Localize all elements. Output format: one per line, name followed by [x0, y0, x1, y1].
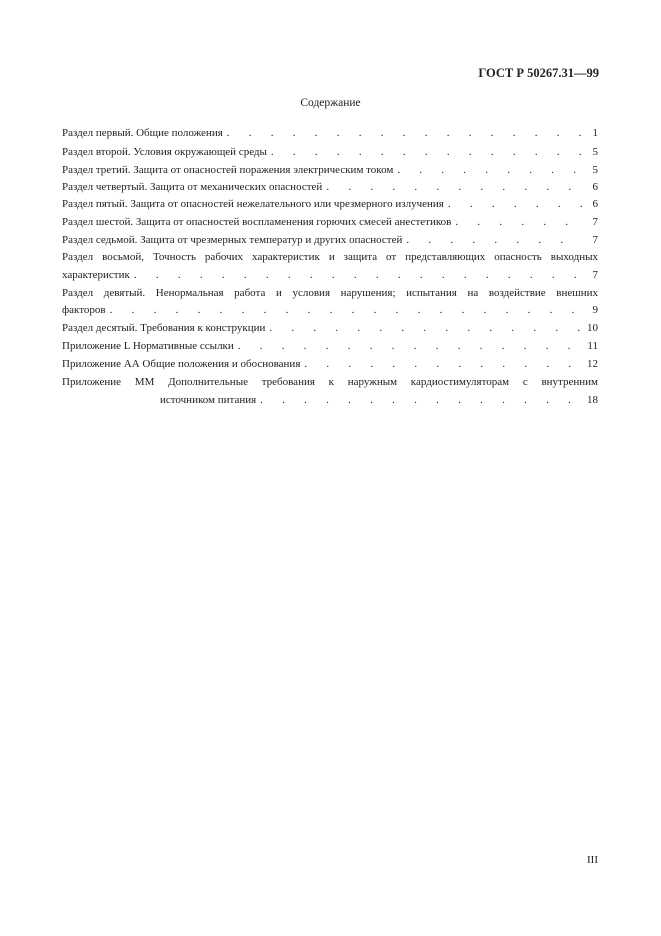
- toc-entry[interactable]: [62, 358, 598, 370]
- page-number: III: [587, 854, 598, 866]
- toc-entry-page: 12: [587, 358, 598, 370]
- toc-entry[interactable]: [62, 304, 598, 316]
- toc-entry[interactable]: [62, 216, 598, 228]
- toc-entry-title: Раздел четвертый. Защита от механических опасностей: [62, 181, 323, 193]
- toc-entry-page: 1: [592, 127, 598, 139]
- toc-entry-title: Раздел шестой. Защита от опасностей воспламенения горючих смесей анестетиков: [62, 216, 452, 228]
- toc-entry[interactable]: [62, 234, 598, 246]
- toc-entry-title: Раздел второй. Условия окружающей среды: [62, 146, 267, 158]
- toc-entry-page: 9: [592, 304, 598, 316]
- toc-entry-page: 18: [587, 394, 598, 406]
- page-title: Содержание: [300, 97, 361, 109]
- toc-entry-title: Приложение АА Общие положения и обоснования: [62, 358, 301, 370]
- toc-entry-title: Приложение L Нормативные ссылки: [62, 340, 234, 352]
- toc-entry[interactable]: [160, 394, 598, 406]
- toc-entry-page: 6: [592, 181, 598, 193]
- toc-entry[interactable]: [62, 181, 598, 193]
- dot-leader: [455, 216, 582, 228]
- toc-entry-title: Раздел седьмой. Защита от чрезмерных температур и других опасностей: [62, 234, 403, 246]
- toc-entry-title: источником питания: [160, 394, 257, 406]
- dot-leader: [134, 269, 582, 281]
- toc-entry-page: 7: [592, 234, 598, 246]
- toc-entry-page: 7: [592, 216, 598, 228]
- toc-entry-page: 7: [592, 269, 598, 281]
- document-id-header: ГОСТ Р 50267.31—99: [478, 66, 599, 80]
- toc-entry-title: Раздел третий. Защита от опасностей поражения электрическим током: [62, 164, 394, 176]
- dot-leader: [304, 358, 582, 370]
- dot-leader: [238, 340, 582, 352]
- toc-entry[interactable]: [62, 322, 598, 334]
- toc-entry-page: 5: [592, 146, 598, 158]
- toc-entry-title: характеристик: [62, 269, 130, 281]
- dot-leader: [110, 304, 582, 316]
- toc-entry[interactable]: [62, 340, 598, 352]
- dot-leader: [260, 394, 582, 406]
- toc-entry[interactable]: [62, 127, 598, 139]
- dot-leader: [326, 181, 582, 193]
- toc-entry-title: Раздел первый. Общие положения: [62, 127, 223, 139]
- dot-leader: [448, 198, 582, 210]
- toc-entry-page: 6: [592, 198, 598, 210]
- toc-entry[interactable]: [62, 198, 598, 210]
- toc-entry-page: 11: [587, 340, 598, 352]
- toc-entry[interactable]: [62, 269, 598, 281]
- toc-entry-title: Раздел пятый. Защита от опасностей нежелательного или чрезмерного излучения: [62, 198, 444, 210]
- dot-leader: [271, 146, 582, 158]
- toc-entry-title-line1: Раздел девятый. Ненормальная работа и условия нарушения; испытания на воздействие внешних: [62, 287, 598, 299]
- toc-entry-title-line1: Раздел восьмой, Точность рабочих характеристик и защита от представляющих опасность выходных: [62, 251, 598, 263]
- dot-leader: [406, 234, 582, 246]
- dot-leader: [269, 322, 582, 334]
- toc-entry-page: 10: [587, 322, 598, 334]
- dot-leader: [397, 164, 582, 176]
- toc-entry-title: Раздел десятый. Требования к конструкции: [62, 322, 266, 334]
- toc-entry-title-line1: Приложение ММ Дополнительные требования к наружным кардиостимуляторам с внутренним: [62, 376, 598, 388]
- toc-entry[interactable]: [62, 164, 598, 176]
- toc-entry[interactable]: [62, 146, 598, 158]
- toc-entry-title: факторов: [62, 304, 106, 316]
- dot-leader: [227, 127, 582, 139]
- toc-entry-page: 5: [592, 164, 598, 176]
